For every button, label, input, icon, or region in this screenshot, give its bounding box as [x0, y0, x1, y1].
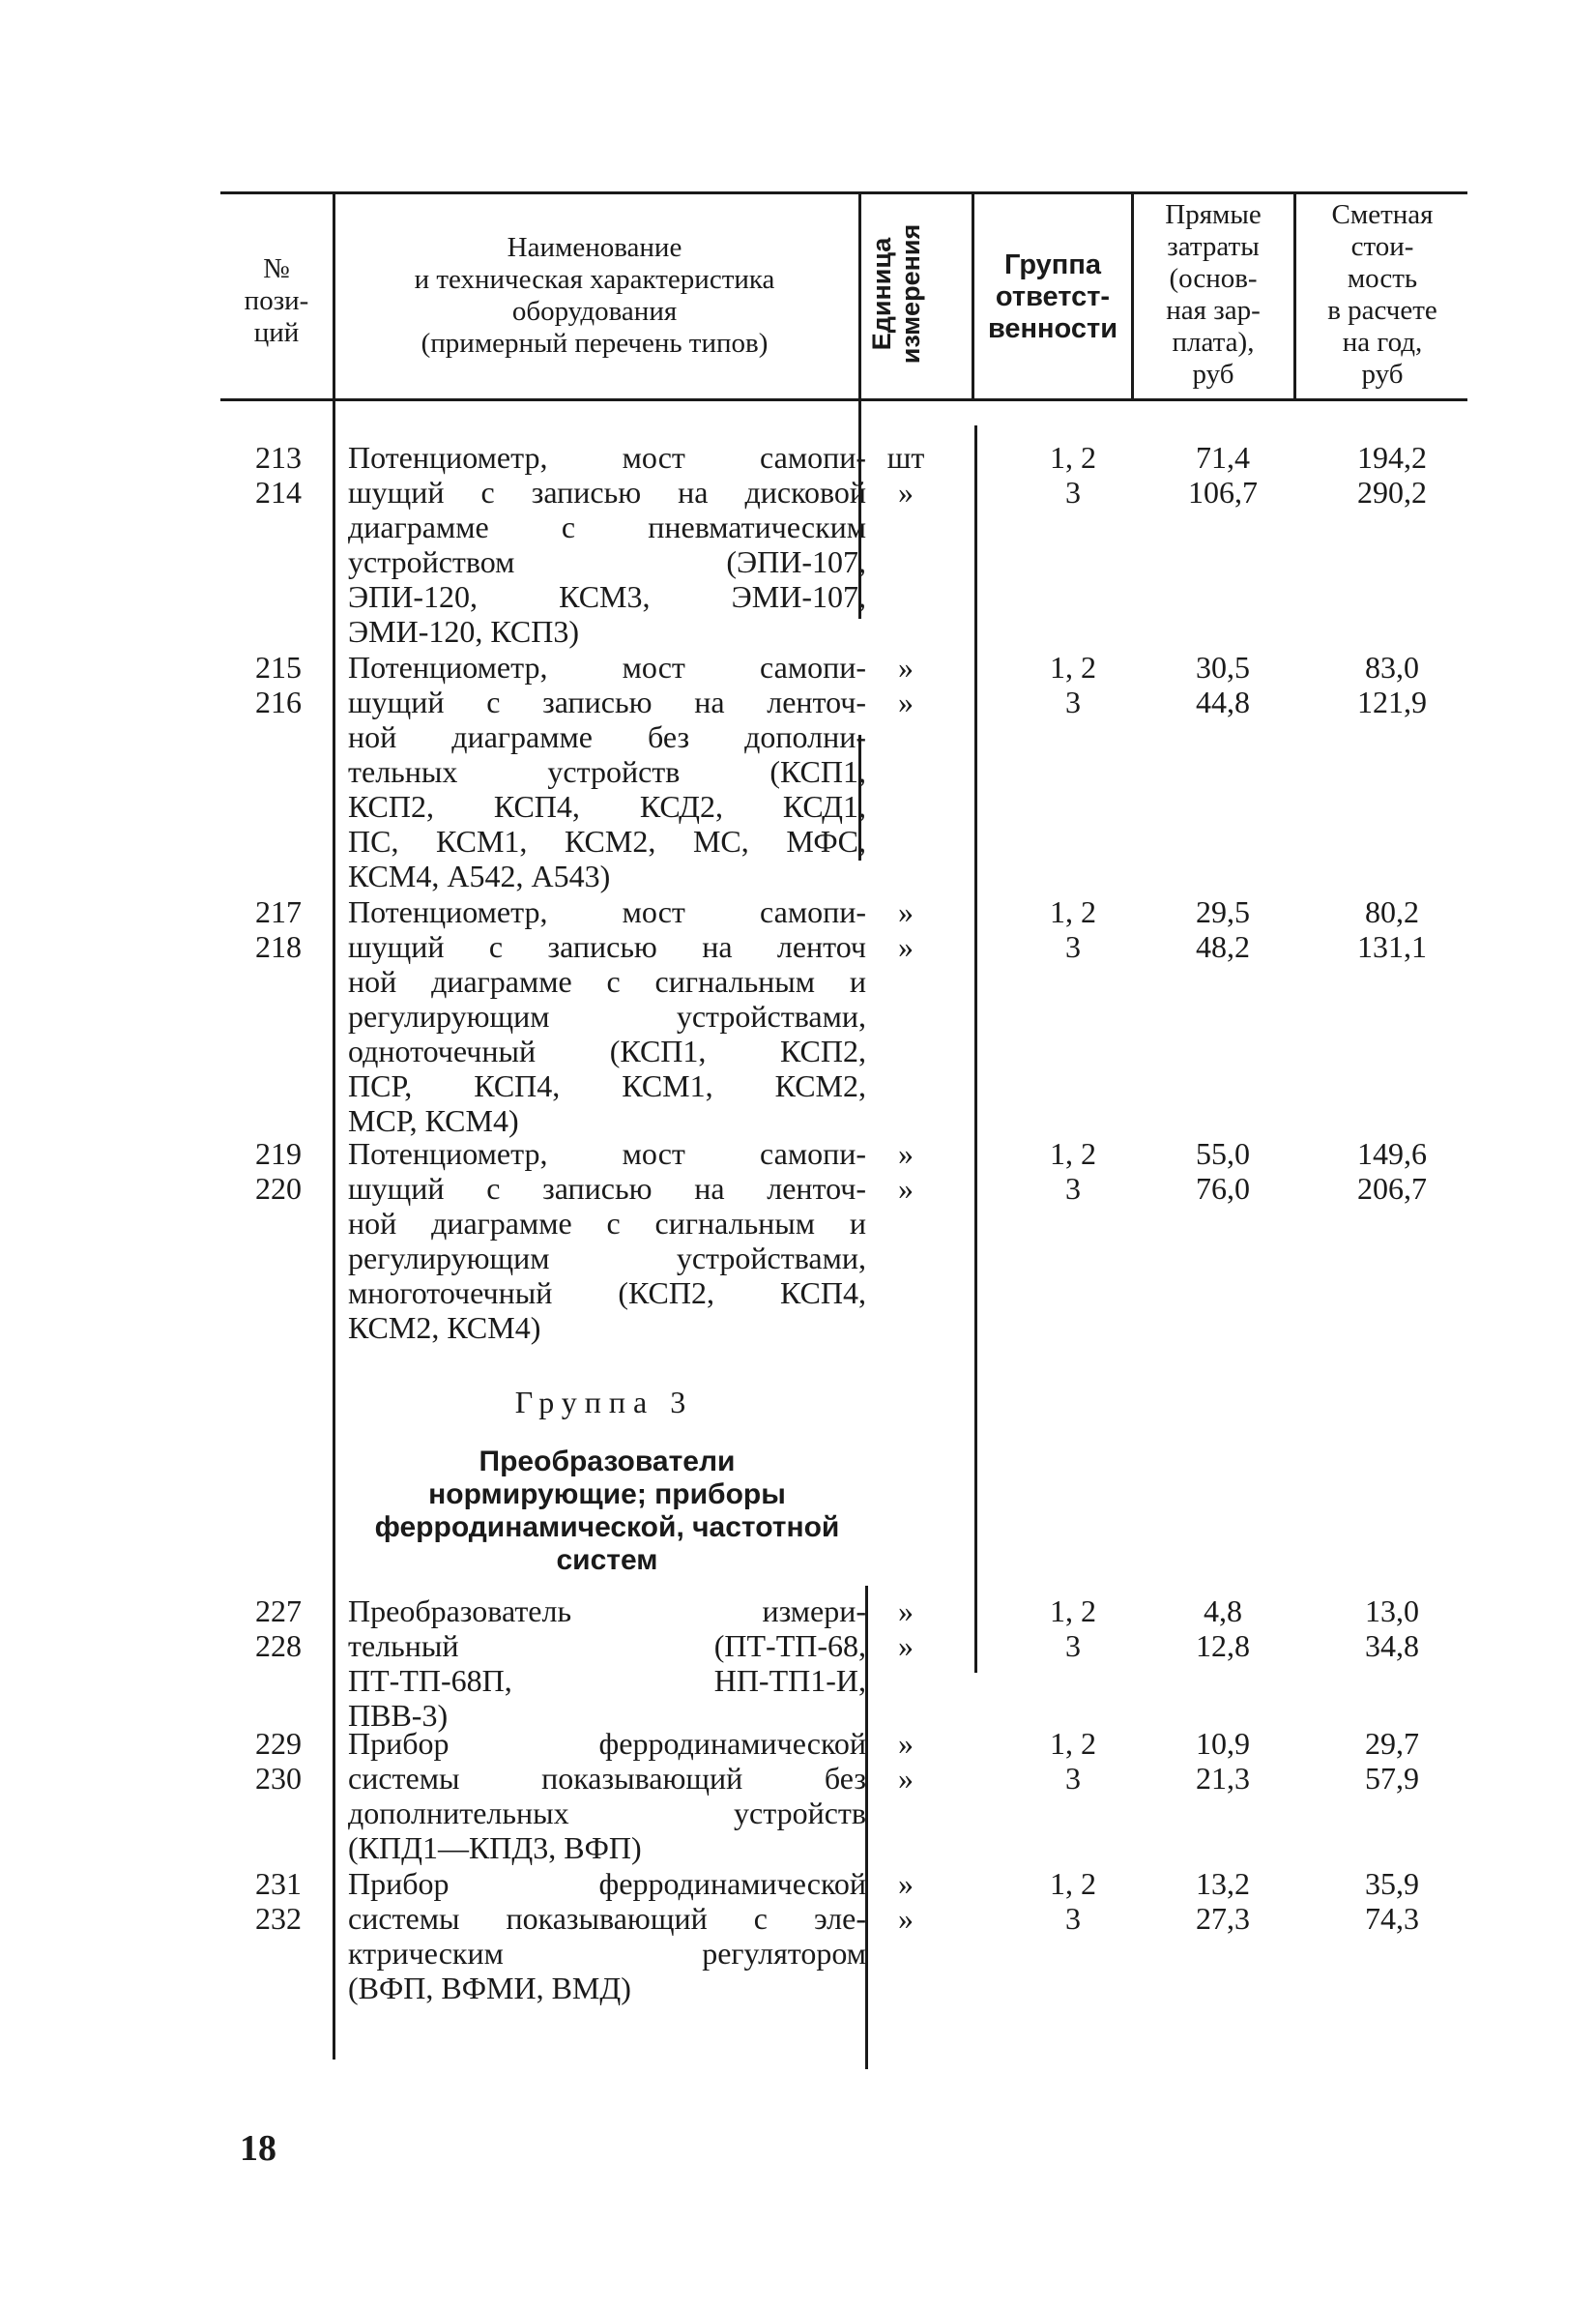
equipment-description: Потенциометр, мост самопи- шущий с записью на ленточ- ной диаграмме без дополни- тельных устройств (КСП1, КСП2, КСП4, КСД2, КСД1, ПС, КСМ1, КСМ2, МС, МФС, КСМ4, А542, А543)	[348, 650, 866, 893]
responsibility-group: 1, 2 3	[1050, 1866, 1096, 1936]
group-title: Группа 3	[514, 1385, 694, 1419]
header-unit: Единица измерения	[867, 223, 925, 365]
responsibility-group: 1, 2 3	[1050, 1136, 1096, 1206]
position-numbers: 229 230	[255, 1726, 302, 1796]
position-numbers: 213 214	[255, 440, 302, 510]
header-bottom-rule	[220, 398, 1467, 401]
header-name: Наименование и техническая характеристика оборудования (примерный перечень типов)	[414, 232, 775, 359]
unit-of-measure: » »	[898, 650, 914, 719]
group-subtitle: Преобразователи нормирующие; приборы ферродинамической, частотной систем	[374, 1446, 840, 1576]
equipment-description: Потенциометр, мост самопи- шущий с записью на ленточ- ной диаграмме с сигнальным и регулирующим устройствами, многоточечный (КСП2, КСП4, КСМ2, КСМ4)	[348, 1136, 866, 1345]
position-numbers: 227 228	[255, 1593, 302, 1663]
table-top-rule	[220, 191, 1467, 194]
position-numbers: 215 216	[255, 650, 302, 719]
col-line-3b	[974, 425, 977, 1673]
col-line-3	[972, 193, 974, 398]
page-number: 18	[240, 2128, 276, 2169]
col-line-5	[1293, 193, 1296, 398]
equipment-description: Прибор ферродинамической системы показывающий без дополнительных устройств (КПД1—КПД3, ВФП)	[348, 1726, 866, 1865]
direct-costs: 10,9 21,3	[1196, 1726, 1250, 1796]
estimated-cost: 83,0 121,9	[1357, 650, 1427, 719]
col-line-1	[333, 193, 335, 2060]
responsibility-group: 1, 2 3	[1050, 894, 1096, 964]
header-estimate: Сметная стои- мость в расчете на год, руб	[1327, 199, 1437, 390]
unit-of-measure: » »	[898, 1136, 914, 1206]
position-numbers: 217 218	[255, 894, 302, 964]
header-group: Группа ответст- венности	[987, 249, 1118, 344]
estimated-cost: 194,2 290,2	[1357, 440, 1427, 510]
unit-of-measure: » »	[898, 1866, 914, 1936]
estimated-cost: 35,9 74,3	[1365, 1866, 1419, 1936]
direct-costs: 13,2 27,3	[1196, 1866, 1250, 1936]
equipment-description: Преобразователь измери- тельный (ПТ-ТП-68, ПТ-ТП-68П, НП-ТП1-И, ПВВ-3)	[348, 1593, 866, 1733]
responsibility-group: 1, 2 3	[1050, 650, 1096, 719]
direct-costs: 29,5 48,2	[1196, 894, 1250, 964]
unit-of-measure: » »	[898, 1593, 914, 1663]
header-direct-costs: Прямые затраты (основ- ная зар- плата), руб	[1165, 199, 1262, 390]
direct-costs: 71,4 106,7	[1188, 440, 1258, 510]
responsibility-group: 1, 2 3	[1050, 1726, 1096, 1796]
responsibility-group: 1, 2 3	[1050, 440, 1096, 510]
position-numbers: 219 220	[255, 1136, 302, 1206]
estimated-cost: 80,2 131,1	[1357, 894, 1427, 964]
equipment-description: Потенциометр, мост самопи- шущий с записью на ленточ ной диаграмме с сигнальным и регулирующим устройствами, одноточечный (КСП1, КСП2, ПСР, КСП4, КСМ1, КСМ2, МСР, КСМ4)	[348, 894, 866, 1138]
unit-of-measure: » »	[898, 1726, 914, 1796]
position-numbers: 231 232	[255, 1866, 302, 1936]
estimated-cost: 13,0 34,8	[1365, 1593, 1419, 1663]
header-position: № пози- ций	[244, 253, 309, 348]
responsibility-group: 1, 2 3	[1050, 1593, 1096, 1663]
direct-costs: 4,8 12,8	[1196, 1593, 1250, 1663]
estimated-cost: 149,6 206,7	[1357, 1136, 1427, 1206]
equipment-description: Прибор ферродинамической системы показывающий с эле- ктрическим регулятором (ВФП, ВФМИ, ВМД)	[348, 1866, 866, 2005]
direct-costs: 30,5 44,8	[1196, 650, 1250, 719]
equipment-description: Потенциометр, мост самопи- шущий с записью на дисковой диаграмме с пневматическим устройством (ЭПИ-107, ЭПИ-120, КСМ3, ЭМИ-107, ЭМИ-120, КСП3)	[348, 440, 866, 649]
unit-of-measure: » »	[898, 894, 914, 964]
col-line-4	[1131, 193, 1134, 398]
unit-of-measure: шт »	[886, 440, 925, 510]
estimated-cost: 29,7 57,9	[1365, 1726, 1419, 1796]
direct-costs: 55,0 76,0	[1196, 1136, 1250, 1206]
